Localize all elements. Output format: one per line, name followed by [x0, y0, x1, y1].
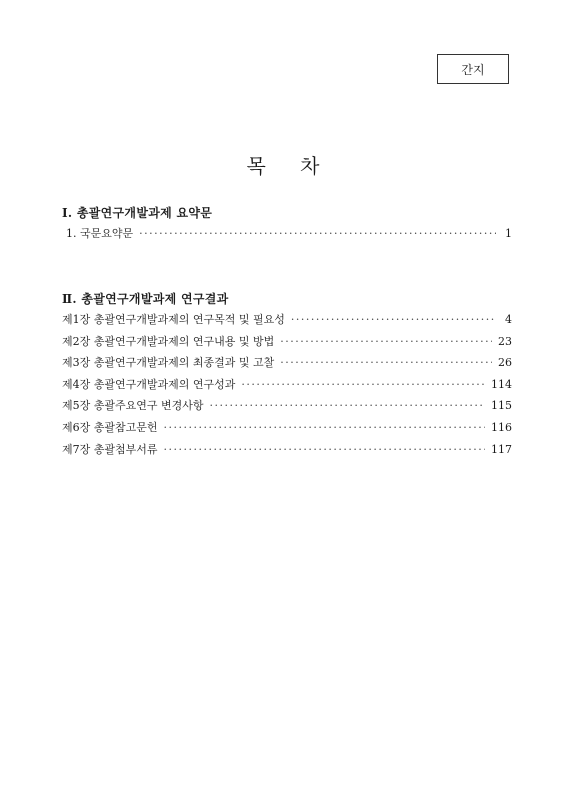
dot-leader [210, 395, 485, 417]
toc-entry-page: 4 [505, 313, 512, 326]
toc-entry[interactable] [62, 417, 512, 439]
toc-entry-label: 제7장 총괄첨부서류 [62, 442, 158, 456]
toc-section-results [62, 289, 512, 460]
section-heading: Ⅰ. 총괄연구개발과제 요약문 [62, 206, 213, 220]
toc-entry-label: 제5장 총괄주요연구 변경사항 [62, 399, 204, 413]
toc-entry-label: 제3장 총괄연구개발과제의 최종결과 및 고찰 [62, 356, 275, 370]
toc-entry-page: 23 [498, 334, 512, 348]
toc-entry-page: 114 [491, 377, 512, 391]
dot-leader [280, 352, 492, 374]
section-heading: Ⅱ. 총괄연구개발과제 연구결과 [62, 292, 229, 306]
dot-leader [164, 417, 485, 439]
toc-title: 목 차 [246, 154, 334, 178]
toc-entry-label: 제4장 총괄연구개발과제의 연구성과 [62, 377, 236, 391]
toc-entry[interactable] [62, 374, 512, 396]
toc-section-summary [62, 203, 512, 245]
toc-entry[interactable] [62, 439, 512, 461]
toc-entry[interactable] [62, 309, 512, 331]
toc-entry-label: 제1장 총괄연구개발과제의 연구목적 및 필요성 [62, 313, 285, 326]
toc-entry[interactable] [62, 395, 512, 417]
toc-entry-label: 1. 국문요약문 [66, 227, 134, 240]
toc-entry[interactable] [62, 223, 512, 245]
toc-entry[interactable] [62, 352, 512, 374]
dot-leader [291, 309, 496, 331]
dot-leader [280, 331, 492, 353]
dot-leader [139, 223, 496, 245]
dot-leader [164, 439, 485, 461]
toc-entry-label: 제6장 총괄참고문헌 [62, 420, 158, 434]
toc-entry-page: 115 [491, 399, 512, 413]
toc-entry-page: 1 [505, 227, 512, 240]
toc-entry-label: 제2장 총괄연구개발과제의 연구내용 및 방법 [62, 334, 275, 348]
toc-entry[interactable] [62, 331, 512, 353]
section-divider-stamp: 간지 [437, 54, 509, 84]
toc-entry-page: 116 [491, 420, 512, 434]
dot-leader [241, 374, 485, 396]
toc-entry-page: 26 [498, 356, 512, 370]
toc-entry-page: 117 [491, 442, 512, 456]
